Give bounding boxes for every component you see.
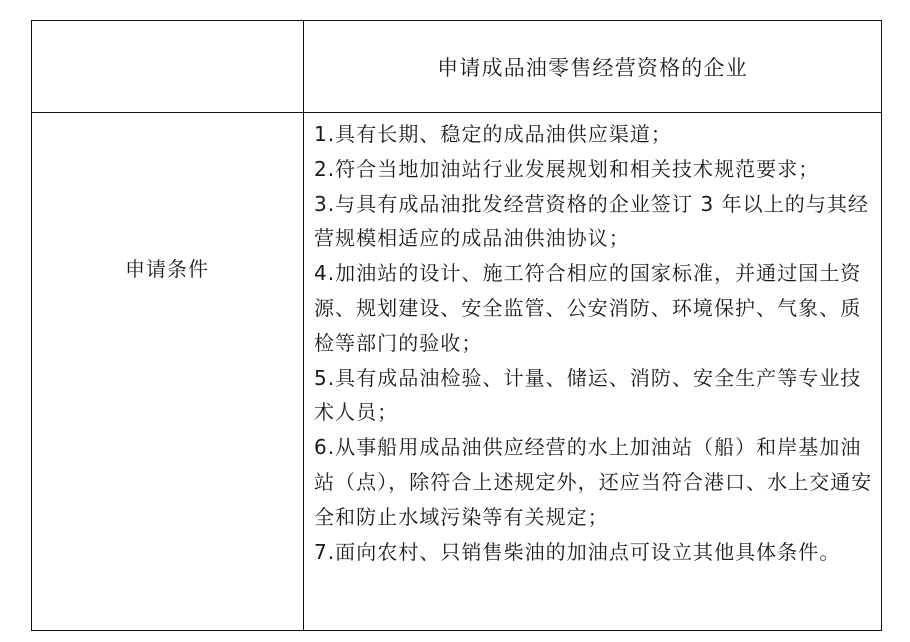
condition-item: 7.面向农村、只销售柴油的加油点可设立其他具体条件。 [314, 539, 841, 564]
condition-item: 1.具有长期、稳定的成品油供应渠道； [314, 122, 672, 146]
condition-item: 6.从事船用成品油供应经营的水上加油站（船）和岸基加油站（点），除符合上述规定外，还应当符合港口、水上交通安全和防止水域污染等有关规定； [314, 435, 873, 529]
condition-item: 5.具有成品油检验、计量、储运、消防、安全生产等专业技术人员； [314, 365, 862, 425]
table-border-bottom [31, 630, 882, 631]
header-title: 申请成品油零售经营资格的企业 [437, 55, 748, 80]
conditions-list [314, 117, 876, 569]
condition-item: 2.符合当地加油站行业发展规划和相关技术规范要求； [314, 156, 820, 181]
condition-item: 3.与具有成品油批发经营资格的企业签订 3 年以上的与其经营规模相适应的成品油供油协议； [314, 191, 869, 251]
row-label: 申请条件 [125, 256, 209, 281]
condition-item: 4.加油站的设计、施工符合相应的国家标准，并通过国土资源、规划建设、安全监管、公安消防、环境保护、气象、质检等部门的验收； [314, 261, 862, 355]
header-empty-cell [31, 20, 303, 113]
table-border-right [881, 20, 882, 631]
